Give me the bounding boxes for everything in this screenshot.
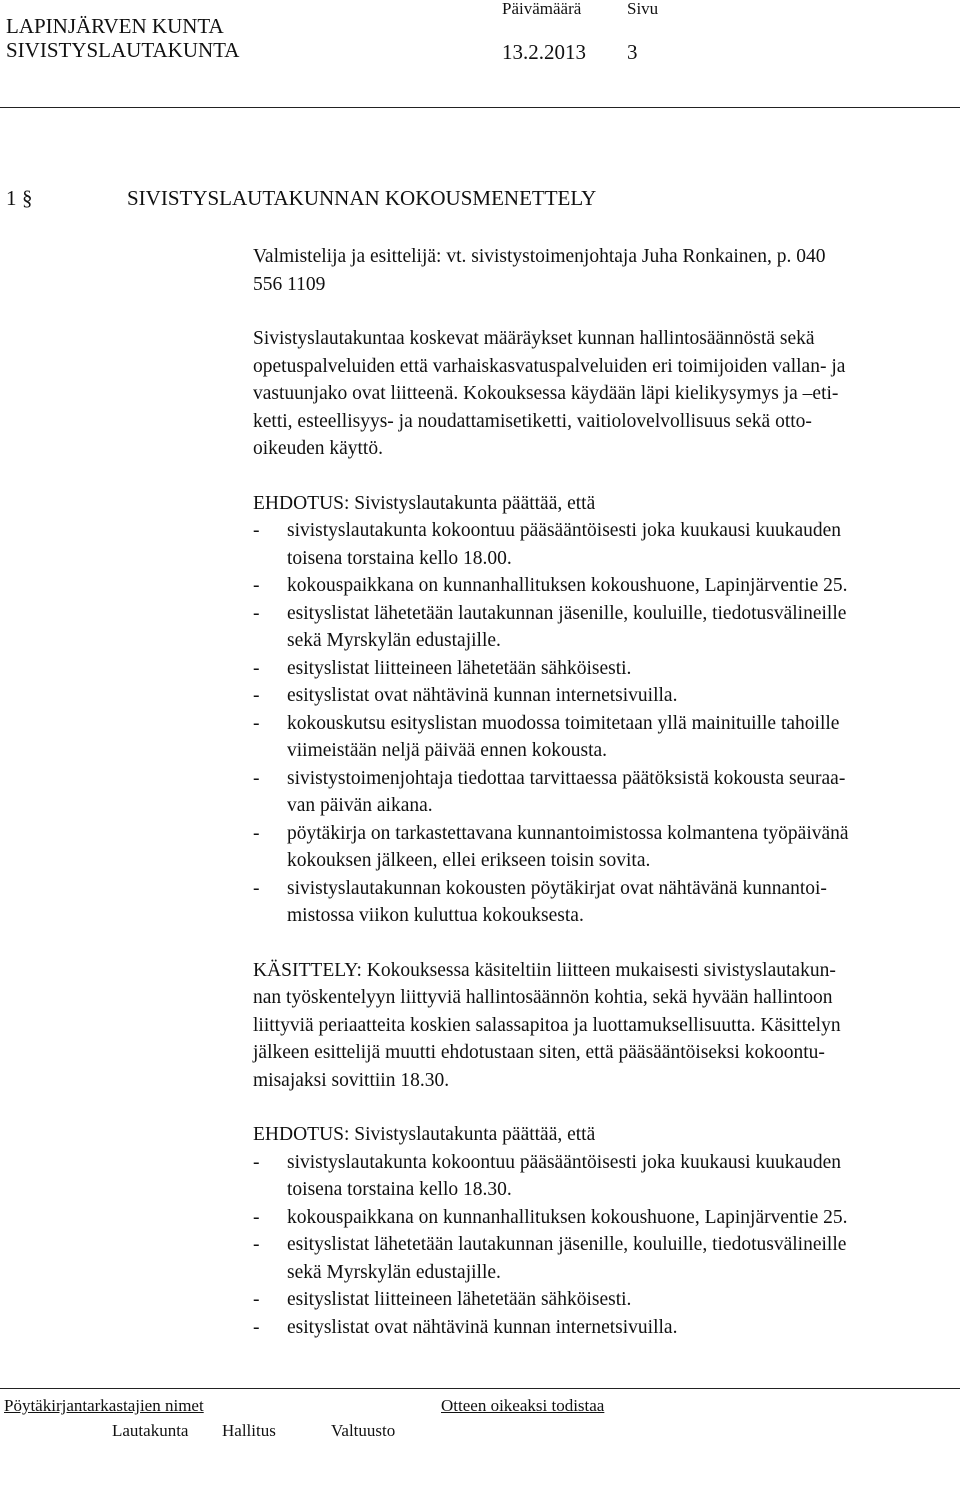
- intro-line: ketti, esteellisyys- ja noudattamisetiketti, vaitiolovelvollisuus sekä otto-: [253, 410, 812, 432]
- list-item: - esityslistat lähetetään lautakunnan jäsenille, kouluille, tiedotusvälineille sekä Myrskylän edustajille.: [253, 602, 847, 651]
- section-body: [253, 243, 953, 1341]
- footer-col-hallitus: Hallitus: [222, 1421, 276, 1440]
- page-number: 3: [627, 40, 638, 64]
- list-item: - sivistyslautakunta kokoontuu pääsääntöisesti joka kuukausi kuukauden toisena torstaina kello 18.00.: [253, 520, 842, 569]
- list-item: - sivistyslautakunnan kokousten pöytäkirjat ovat nähtävänä kunnantoi- mistossa viikon kuluttua kokouksesta.: [253, 877, 827, 926]
- header-divider: [0, 107, 960, 108]
- date-label: Päivämäärä: [502, 0, 582, 18]
- list-item: - esityslistat liitteineen lähetetään sähköisesti.: [253, 657, 632, 679]
- list-item: - esityslistat lähetetään lautakunnan jäsenille, kouluille, tiedotusvälineille sekä Myrskylän edustajille.: [253, 1234, 847, 1283]
- intro-line: oikeuden käyttö.: [253, 438, 383, 459]
- handling-line: liittyviä periaatteita koskien salassapitoa ja luottamuksellisuutta. Käsittelyn: [253, 1014, 841, 1036]
- list-item: - sivistystoimenjohtaja tiedottaa tarvittaessa päätöksistä kokousta seuraa- van päivän aikana.: [253, 767, 846, 816]
- list-item: - esityslistat liitteineen lähetetään sähköisesti.: [253, 1289, 632, 1310]
- preparer-line: Valmistelija ja esittelijä: vt. sivistystoimenjohtaja Juha Ronkainen, p. 040: [253, 246, 826, 267]
- list-item: - esityslistat ovat nähtävinä kunnan internetsivuilla.: [253, 1316, 678, 1338]
- proposal-heading: EHDOTUS: Sivistyslautakunta päättää, että: [253, 1124, 596, 1145]
- handling-line: misajaksi sovittiin 18.30.: [253, 1069, 450, 1091]
- footer-col-valtuusto: Valtuusto: [331, 1421, 396, 1440]
- board-name: SIVISTYSLAUTAKUNTA: [6, 38, 240, 62]
- section-symbol: §: [22, 186, 33, 210]
- extract-certified-label: Otteen oikeaksi todistaa: [441, 1396, 605, 1415]
- footer-divider: [0, 1388, 960, 1389]
- intro-line: opetuspalveluiden että varhaiskasvatuspalveluiden eri toimijoiden vallan- ja: [253, 355, 846, 377]
- section-title: SIVISTYSLAUTAKUNNAN KOKOUSMENETTELY: [127, 186, 597, 210]
- section-number: 1: [6, 186, 17, 210]
- handling-line: jälkeen esittelijä muutti ehdotustaan siten, että pääsääntöiseksi kokoontu-: [253, 1042, 825, 1063]
- intro-line: vastuunjako ovat liitteenä. Kokouksessa käydään läpi kielikysymys ja –eti-: [253, 383, 839, 404]
- handling-line: nan työskentelyyn liittyviä hallintosäännön kohtia, sekä hyvään hallintoon: [253, 987, 833, 1008]
- list-item: - pöytäkirja on tarkastettavana kunnantoimistossa kolmantena työpäivänä kokouksen jälkeen, ellei erikseen toisin sovita.: [253, 822, 849, 871]
- preparer-line: 556 1109: [253, 273, 326, 295]
- proposal-heading: EHDOTUS: Sivistyslautakunta päättää, että: [253, 492, 596, 514]
- list-item: - esityslistat ovat nähtävinä kunnan internetsivuilla.: [253, 685, 678, 706]
- list-item: - kokouskutsu esityslistan muodossa toimitetaan yllä mainituille tahoille viimeistään neljä päivää ennen kokousta.: [253, 712, 840, 761]
- list-item: - kokouspaikkana on kunnanhallituksen kokoushuone, Lapinjärventie 25.: [253, 575, 848, 596]
- handling-line: KÄSITTELY: Kokouksessa käsiteltiin liitteen mukaisesti sivistyslautakun-: [253, 959, 836, 981]
- reviewers-label: Pöytäkirjantarkastajien nimet: [4, 1396, 204, 1415]
- page-label: Sivu: [627, 0, 659, 18]
- list-item: - sivistyslautakunta kokoontuu pääsääntöisesti joka kuukausi kuukauden toisena torstaina kello 18.30.: [253, 1151, 842, 1200]
- list-item: - kokouspaikkana on kunnanhallituksen kokoushuone, Lapinjärventie 25.: [253, 1206, 848, 1228]
- footer-col-lautakunta: Lautakunta: [112, 1421, 189, 1440]
- intro-line: Sivistyslautakuntaa koskevat määräykset kunnan hallintosäännöstä sekä: [253, 328, 815, 349]
- document-date: 13.2.2013: [502, 40, 586, 64]
- municipality-name: LAPINJÄRVEN KUNTA: [6, 14, 224, 38]
